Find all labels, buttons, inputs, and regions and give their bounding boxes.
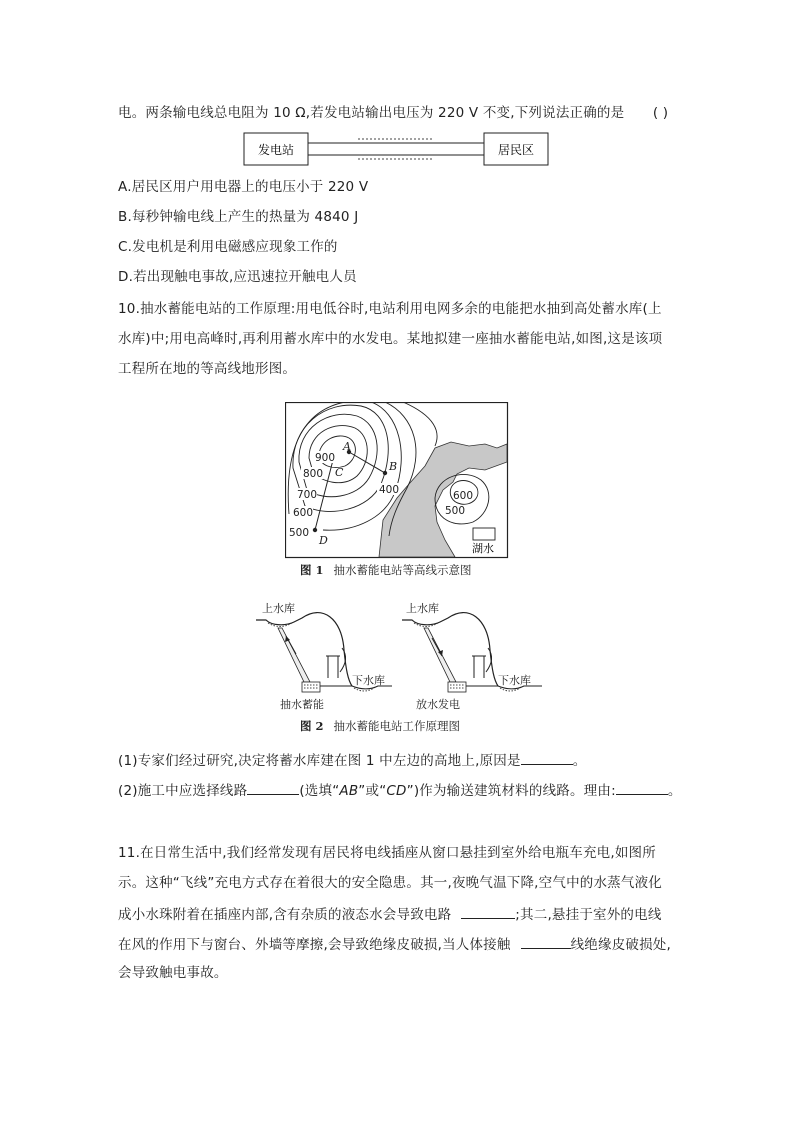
q10-sub2-part3: ”或“ xyxy=(358,783,387,799)
q11-line-5: 会导致触电事故。 xyxy=(118,965,228,981)
contour-label-500: 500 xyxy=(289,527,310,539)
right-shaft xyxy=(424,628,456,682)
transmission-diagram xyxy=(240,130,552,170)
fig1-caption-text: 抽水蓄能电站等高线示意图 xyxy=(333,563,472,577)
q10-sub1-end: 。 xyxy=(572,753,587,769)
q11-line-1: 11.在日常生活中,我们经常发现有居民将电线插座从窗口悬挂到室外给电瓶车充电,如图所 xyxy=(118,845,656,861)
fig2-caption-num: 图 2 xyxy=(300,719,324,733)
left-upper-label: 上水库 xyxy=(262,602,295,615)
answer-blank-1[interactable] xyxy=(521,750,573,765)
right-generator-house xyxy=(448,682,466,692)
fig1-caption xyxy=(300,562,472,578)
power-station-label: 发电站 xyxy=(257,143,295,157)
fig2-caption-text: 抽水蓄能电站工作原理图 xyxy=(333,719,461,733)
q11-line-3-part1: 成小水珠附着在插座内部,含有杂质的液态水会导致电路 xyxy=(118,907,452,923)
generating-panel xyxy=(402,601,542,711)
q10-sub2-end: 。 xyxy=(667,783,682,799)
q10-sub1 xyxy=(118,750,586,770)
q11-line-3 xyxy=(118,904,662,924)
answer-blank-3[interactable] xyxy=(616,780,668,795)
q11-line-4-part2: 线绝缘皮破损处, xyxy=(570,937,671,953)
fig2-caption xyxy=(300,718,460,734)
q11-line-4 xyxy=(118,934,671,954)
q9-stem xyxy=(118,104,668,122)
q10-stem-line-2: 水库)中;用电高峰时,再利用蓄水库中的水发电。某地拟建一座抽水蓄能电站,如图,这是该项 xyxy=(118,331,663,347)
left-mode-label: 抽水蓄能 xyxy=(280,698,324,711)
option-c: C.发电机是利用电磁感应现象工作的 xyxy=(118,239,338,255)
contour-label-900: 900 xyxy=(315,452,336,464)
q10-sub2-part4: ”)作为输送建筑材料的线路。理由: xyxy=(406,783,616,799)
point-b xyxy=(383,471,387,475)
contour-label-600: 600 xyxy=(293,507,314,519)
q10-sub2-part2: (选填“ xyxy=(299,783,340,799)
contour-label-600b: 600 xyxy=(453,490,474,502)
q10-sub1-text: (1)专家们经过研究,决定将蓄水库建在图 1 中左边的高地上,原因是 xyxy=(118,753,521,769)
q11-line-4-part1: 在风的作用下与窗台、外墙等摩擦,会导致绝缘皮破损,当人体接触 xyxy=(118,937,511,953)
left-pump-house xyxy=(302,682,320,692)
q10-sub2 xyxy=(118,780,682,800)
answer-blank-2[interactable] xyxy=(247,780,299,795)
lake-legend-label: 湖水 xyxy=(472,542,494,555)
residential-label: 居民区 xyxy=(497,143,535,157)
route-cd-text: CD xyxy=(386,783,407,799)
answer-blank-5[interactable] xyxy=(521,934,571,949)
lake-legend-swatch xyxy=(473,528,495,540)
q10-sub2-part1: (2)施工中应选择线路 xyxy=(118,783,248,799)
contour-label-700: 700 xyxy=(297,489,318,501)
label-c: C xyxy=(335,466,344,479)
label-d: D xyxy=(319,534,328,547)
option-a: A.居民区用户用电器上的电压小于 220 V xyxy=(118,179,369,195)
label-b: B xyxy=(389,460,398,473)
working-principle-diagram xyxy=(252,598,548,714)
route-ab-text: AB xyxy=(339,783,359,799)
option-d: D.若出现触电事故,应迅速拉开触电人员 xyxy=(118,269,357,285)
contour-label-400: 400 xyxy=(379,484,400,496)
answer-blank-4[interactable] xyxy=(461,904,515,919)
left-shaft xyxy=(278,628,310,682)
pumping-panel xyxy=(256,601,392,711)
fig1-caption-num: 图 1 xyxy=(300,563,324,577)
point-d xyxy=(313,528,317,532)
contour-label-500b: 500 xyxy=(445,505,466,517)
contour-label-800: 800 xyxy=(303,468,324,480)
q11-line-3-part2: ;其二,悬挂于室外的电线 xyxy=(515,907,662,923)
label-a: A xyxy=(343,440,351,453)
right-upper-label: 上水库 xyxy=(406,602,439,615)
contour-map xyxy=(285,402,509,560)
option-b: B.每秒钟输电线上产生的热量为 4840 J xyxy=(118,209,359,225)
q9-stem-text: 电。两条输电线总电阻为 10 Ω,若发电站输出电压为 220 V 不变,下列说法正确的是 xyxy=(118,105,625,121)
right-lower-label: 下水库 xyxy=(498,674,531,687)
q10-stem-line-1: 10.抽水蓄能电站的工作原理:用电低谷时,电站利用电网多余的电能把水抽到高处蓄水库(上 xyxy=(118,301,662,317)
right-mode-label: 放水发电 xyxy=(416,698,460,711)
q11-line-2: 示。这种“飞线”充电方式存在着很大的安全隐患。其一,夜晚气温下降,空气中的水蒸气液化 xyxy=(118,875,662,891)
q10-stem-line-3: 工程所在地的等高线地形图。 xyxy=(118,361,297,377)
left-lower-label: 下水库 xyxy=(352,674,385,687)
answer-paren: ( ) xyxy=(652,105,669,121)
